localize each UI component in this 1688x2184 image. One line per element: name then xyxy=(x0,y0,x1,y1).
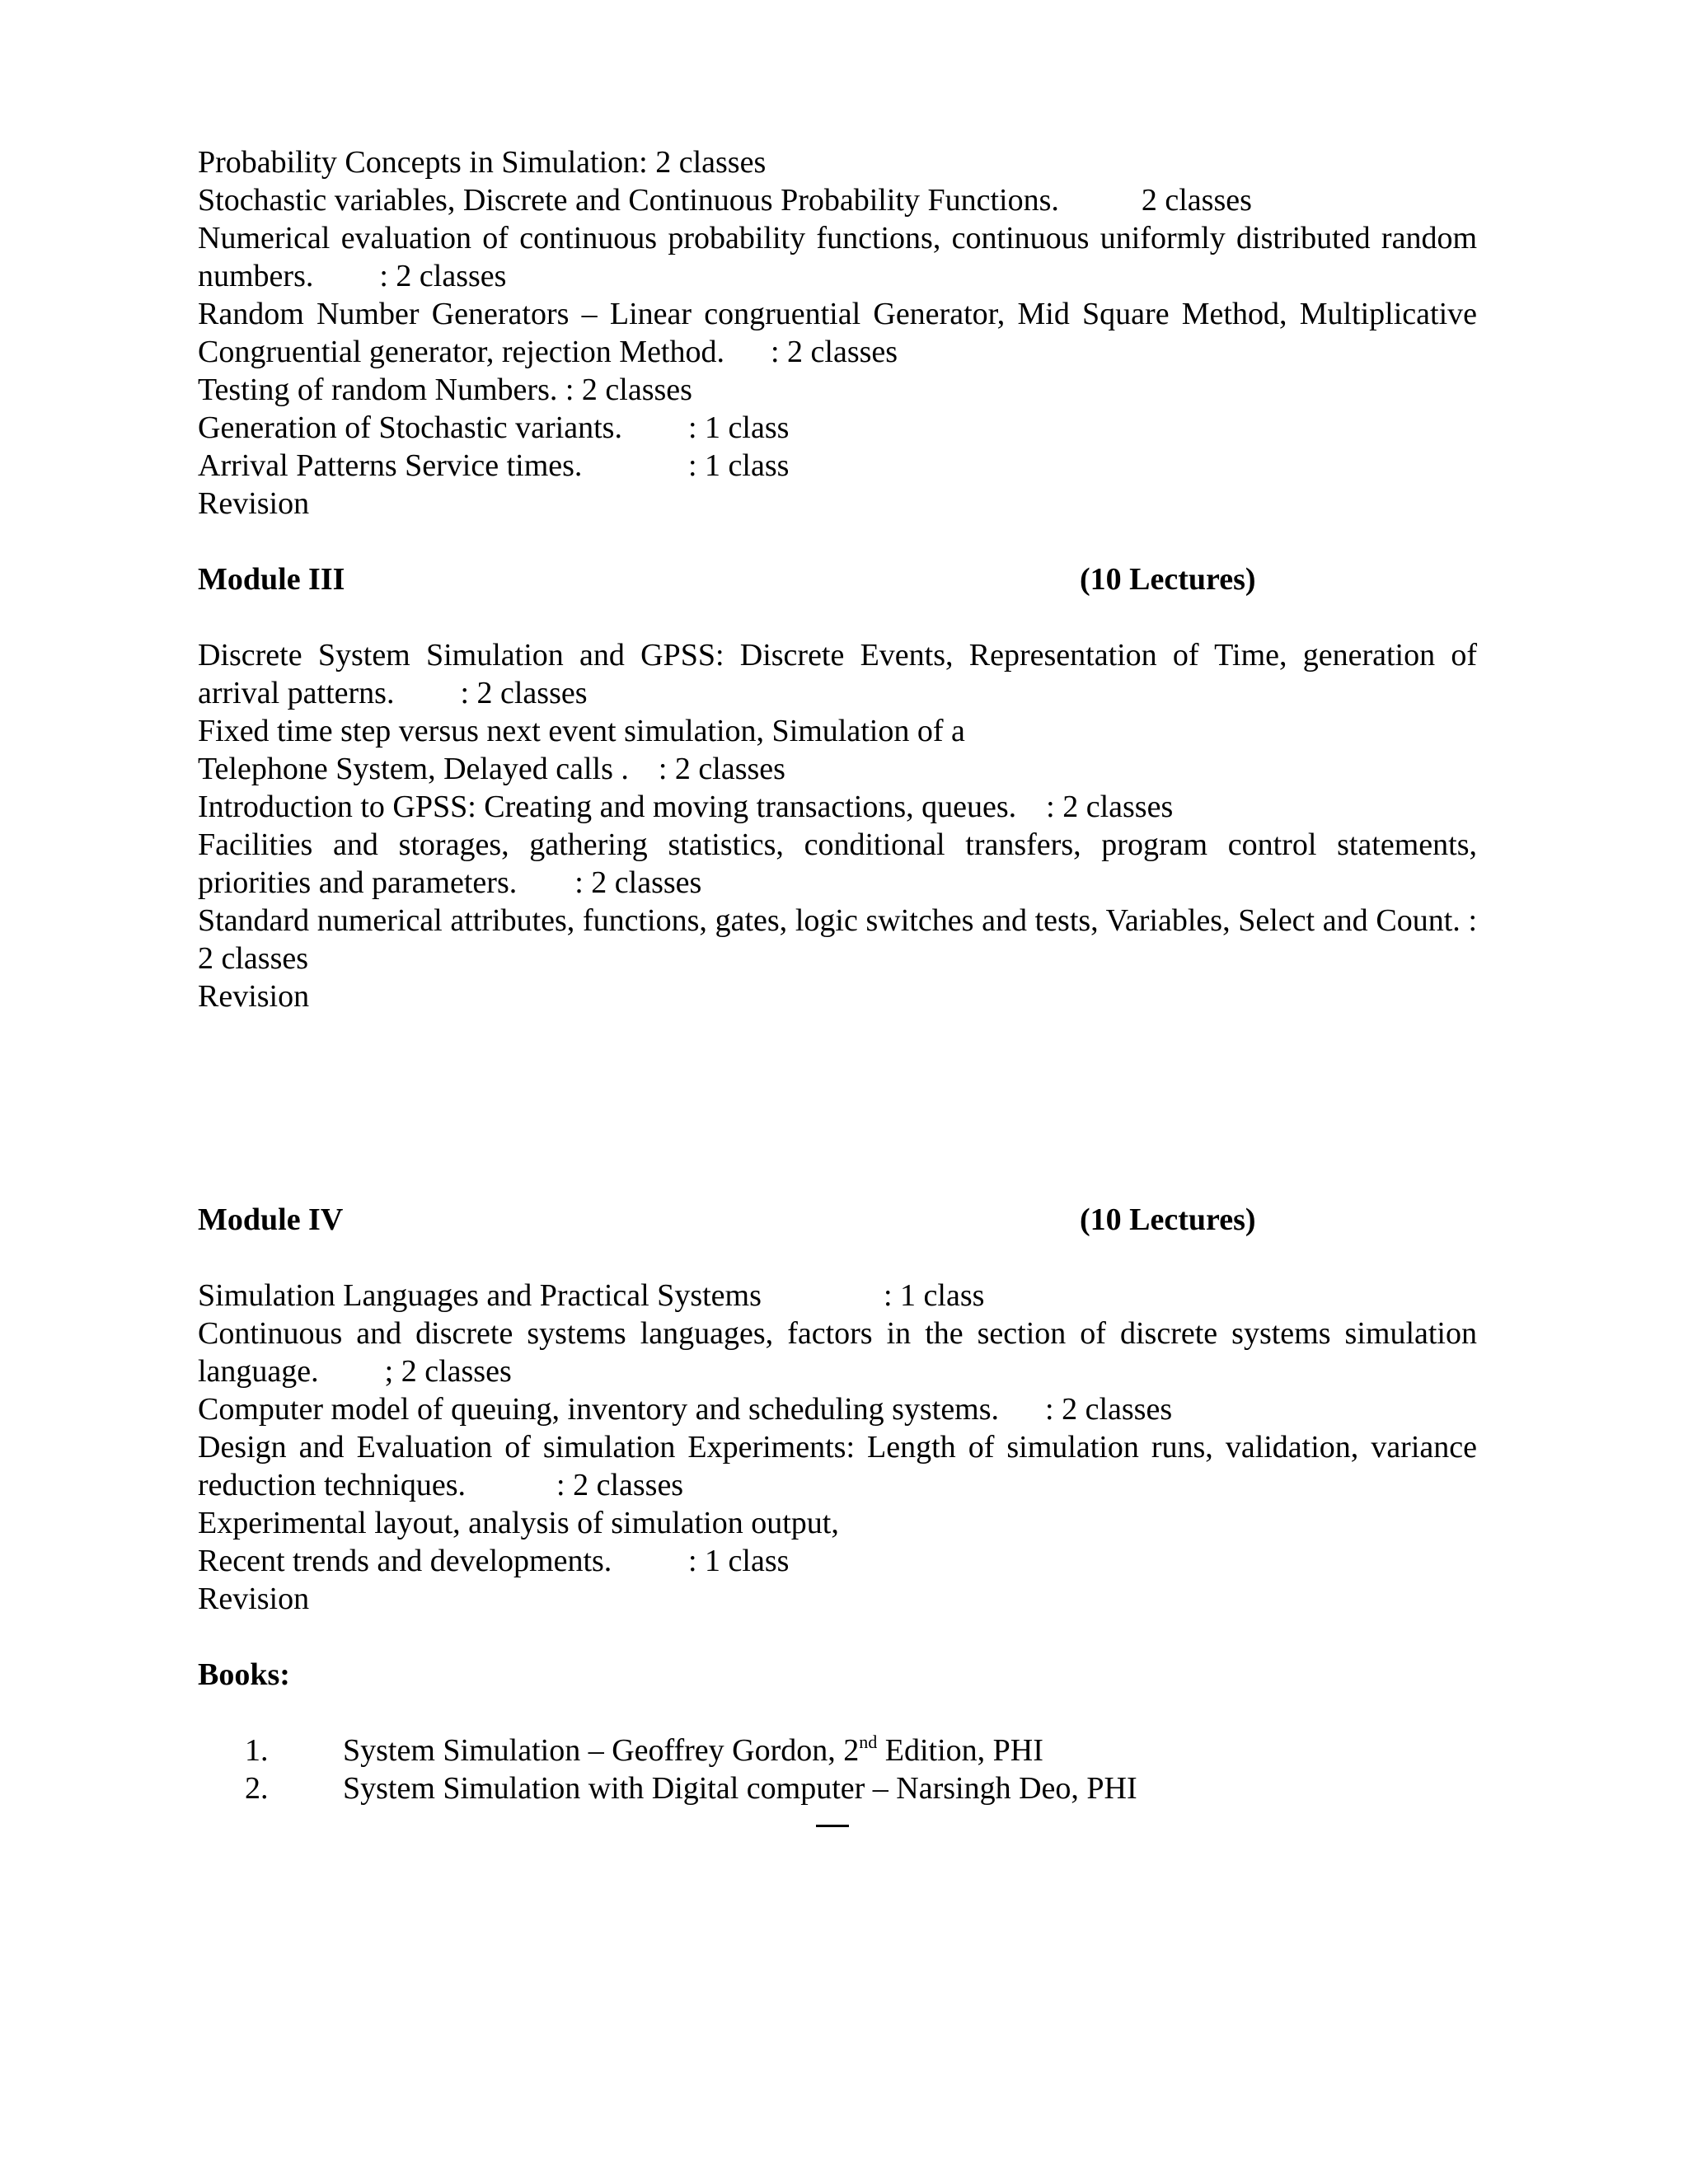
syllabus-line: Fixed time step versus next event simulation, Simulation of a xyxy=(198,714,965,748)
syllabus-line: Introduction to GPSS: Creating and moving transactions, queues. : 2 classes xyxy=(198,790,1174,824)
module-heading: Module IV xyxy=(198,1202,344,1237)
syllabus-line: Simulation Languages and Practical Systems : 1 class xyxy=(198,1278,985,1313)
syllabus-line: Arrival Patterns Service times. : 1 class xyxy=(198,448,790,483)
syllabus-line: Testing of random Numbers. : 2 classes xyxy=(198,373,692,407)
lecture-count: (10 Lectures) xyxy=(1080,562,1256,597)
syllabus-line: Recent trends and developments. : 1 class xyxy=(198,1544,790,1578)
end-dash xyxy=(816,1825,849,1827)
books-heading: Books: xyxy=(198,1657,290,1692)
module-heading: Module III xyxy=(198,562,345,597)
syllabus-paragraph: Design and Evaluation of simulation Experiments: Length of simulation runs, validation, variance reduction techniques. : 2 classes xyxy=(198,1430,1477,1502)
syllabus-line: Generation of Stochastic variants. : 1 class xyxy=(198,410,790,445)
book-citation: System Simulation with Digital computer – Narsingh Deo, PHI xyxy=(343,1771,1137,1806)
syllabus-line: Computer model of queuing, inventory and scheduling systems. : 2 classes xyxy=(198,1392,1173,1427)
book-citation: System Simulation – Geoffrey Gordon, 2nd Edition, PHI xyxy=(343,1732,1043,1768)
revision-line: Revision xyxy=(198,979,310,1014)
syllabus-line: Probability Concepts in Simulation: 2 classes xyxy=(198,145,767,180)
syllabus-paragraph: Continuous and discrete systems languages, factors in the section of discrete systems simulation language. ; 2 classes xyxy=(198,1316,1477,1389)
revision-line: Revision xyxy=(198,1582,310,1616)
book-number: 2. xyxy=(245,1771,269,1806)
book-number: 1. xyxy=(245,1733,269,1768)
syllabus-line: Telephone System, Delayed calls . : 2 classes xyxy=(198,752,785,786)
syllabus-paragraph: Facilities and storages, gathering statistics, conditional transfers, program control statements, priorities and parameters. : 2 classes xyxy=(198,827,1477,900)
syllabus-paragraph: Discrete System Simulation and GPSS: Discrete Events, Representation of Time, generation of arrival patterns. : 2 classes xyxy=(198,638,1477,710)
syllabus-line: Stochastic variables, Discrete and Continuous Probability Functions. 2 classes xyxy=(198,183,1252,218)
lecture-count: (10 Lectures) xyxy=(1080,1202,1256,1237)
syllabus-paragraph: Random Number Generators – Linear congruential Generator, Mid Square Method, Multiplicative Congruential generator, rejection Method. : 2 classes xyxy=(198,297,1477,369)
syllabus-paragraph: Numerical evaluation of continuous probability functions, continuous uniformly distributed random numbers. : 2 classes xyxy=(198,221,1477,293)
revision-line: Revision xyxy=(198,486,310,521)
syllabus-line: Experimental layout, analysis of simulation output, xyxy=(198,1506,839,1540)
syllabus-paragraph: Standard numerical attributes, functions, gates, logic switches and tests, Variables, Select and Count. : 2 classes xyxy=(198,903,1477,976)
